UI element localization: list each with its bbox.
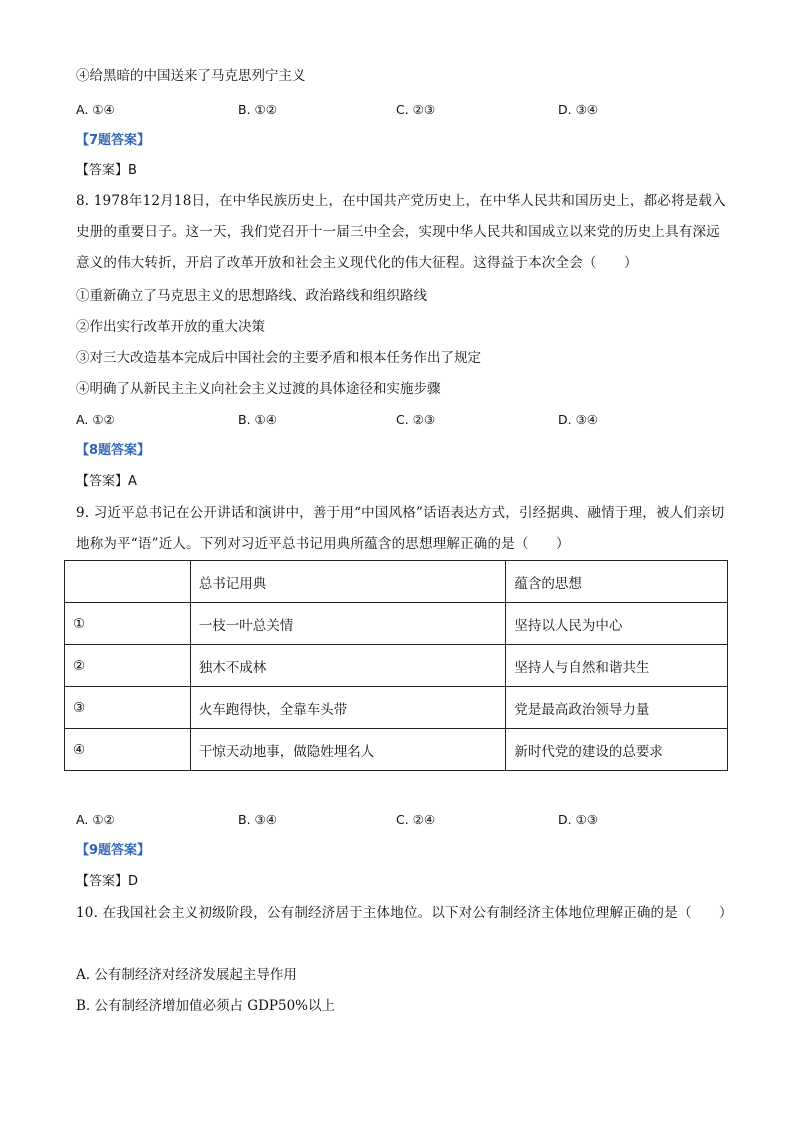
q8-choice-d: D. ③④ xyxy=(558,412,598,427)
q9-answer: 【答案】D xyxy=(76,874,139,889)
table-row xyxy=(65,687,728,729)
q8-stem: 8. 1978年12月18日，在中华民族历史上，在中国共产党历史上，在中华人民共和国历史上，都必将是载入史册的重要日子。这一天，我们党召开十一届三中全会，实现中华人民共和国成立以来党的历史上具有深远意义的伟大转折，开启了改革开放和社会主义现代化的伟大征程。这得益于本次全会（ ） xyxy=(76,193,726,271)
q9-choice-d: D. ①③ xyxy=(558,812,598,827)
q9-choice-c: C. ②④ xyxy=(396,812,436,827)
table-cell: 一枝一叶总关情 xyxy=(190,603,506,645)
q7-answer-header: 【7题答案】 xyxy=(76,133,151,148)
table-header-cell xyxy=(65,561,191,603)
table-cell: 独木不成林 xyxy=(190,645,506,687)
q7-choice-d: D. ③④ xyxy=(558,102,598,117)
q10-option-a: A. 公有制经济对经济发展起主导作用 xyxy=(76,967,297,983)
table-header-row xyxy=(65,561,728,603)
q7-answer: 【答案】B xyxy=(76,163,137,178)
q9-choice-a: A. ①② xyxy=(76,812,115,827)
q10-stem: 10. 在我国社会主义初级阶段，公有制经济居于主体地位。以下对公有制经济主体地位理解正确的是（ ） xyxy=(76,905,733,921)
q8-option-1: ①重新确立了马克思主义的思想路线、政治路线和组织路线 xyxy=(76,288,427,304)
table-cell: 坚持人与自然和谐共生 xyxy=(506,645,728,687)
table-cell: 新时代党的建设的总要求 xyxy=(506,729,728,771)
q8-choice-a: A. ①② xyxy=(76,412,115,427)
q10-option-b: B. 公有制经济增加值必须占 GDP50%以上 xyxy=(76,998,335,1014)
table-cell: 干惊天动地事，做隐姓埋名人 xyxy=(190,729,506,771)
table-cell: ③ xyxy=(65,687,191,729)
q7-choices xyxy=(76,100,726,120)
table-row xyxy=(65,603,728,645)
table-cell: 坚持以人民为中心 xyxy=(506,603,728,645)
table-row xyxy=(65,729,728,771)
q7-choice-c: C. ②③ xyxy=(396,102,436,117)
q8-choice-b: B. ①④ xyxy=(238,412,277,427)
table-cell: ④ xyxy=(65,729,191,771)
q9-table xyxy=(64,560,728,771)
table-cell: ① xyxy=(65,603,191,645)
q8-option-3: ③对三大改造基本完成后中国社会的主要矛盾和根本任务作出了规定 xyxy=(76,350,481,366)
table-header-cell: 总书记用典 xyxy=(190,561,506,603)
q9-answer-header: 【9题答案】 xyxy=(76,843,151,858)
table-row xyxy=(65,645,728,687)
q7-option-4: ④给黑暗的中国送来了马克思列宁主义 xyxy=(76,68,306,84)
q8-option-2: ②作出实行改革开放的重大决策 xyxy=(76,319,265,335)
q7-choice-b: B. ①② xyxy=(238,102,277,117)
table-header-cell: 蕴含的思想 xyxy=(506,561,728,603)
q8-answer: 【答案】A xyxy=(76,474,137,489)
q8-choices xyxy=(76,410,726,430)
q7-choice-a: A. ①④ xyxy=(76,102,115,117)
q9-choice-b: B. ③④ xyxy=(238,812,277,827)
q9-stem: 9. 习近平总书记在公开讲话和演讲中，善于用“中国风格”话语表达方式，引经据典、融情于理，被人们亲切地称为平“语”近人。下列对习近平总书记用典所蕴含的思想理解正确的是（ ） xyxy=(76,505,725,552)
q8-option-4: ④明确了从新民主主义向社会主义过渡的具体途径和实施步骤 xyxy=(76,381,441,397)
table-cell: 火车跑得快，全靠车头带 xyxy=(190,687,506,729)
table-cell: ② xyxy=(65,645,191,687)
q8-answer-header: 【8题答案】 xyxy=(76,443,151,458)
q9-choices xyxy=(76,810,726,830)
table-cell: 党是最高政治领导力量 xyxy=(506,687,728,729)
q8-choice-c: C. ②③ xyxy=(396,412,436,427)
